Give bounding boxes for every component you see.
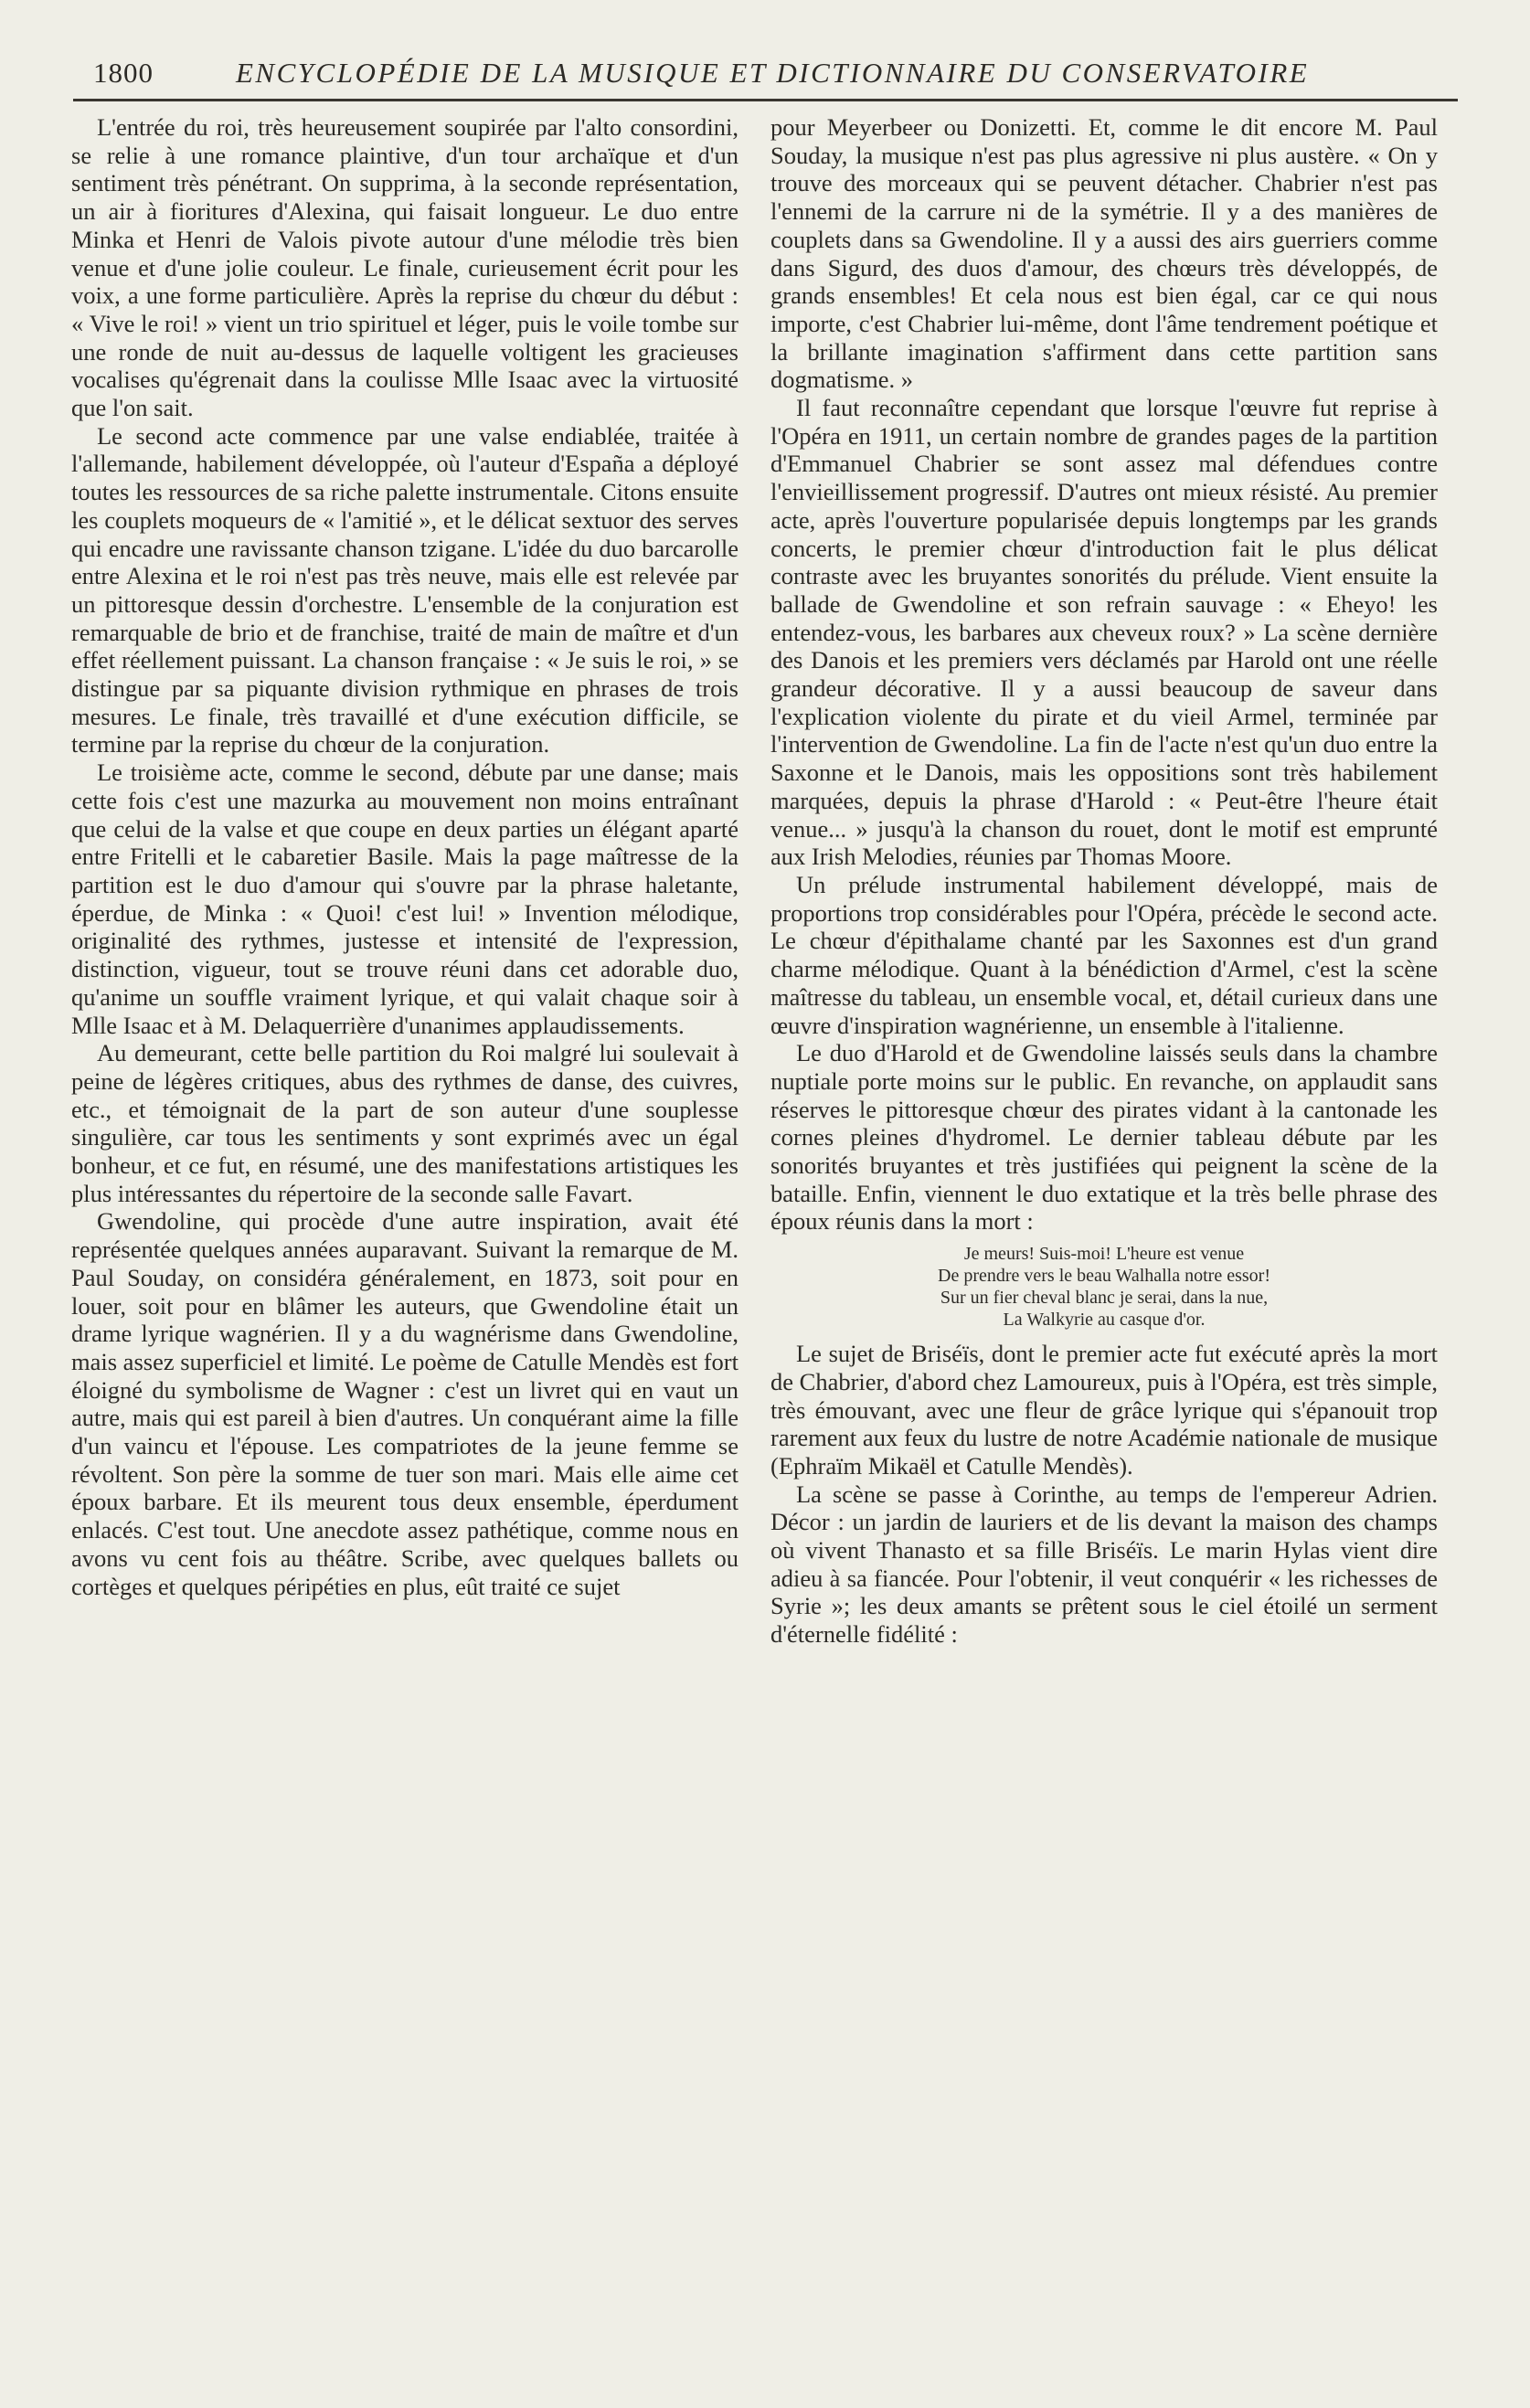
paragraph: La scène se passe à Corinthe, au temps de l'empereur Adrien. Décor : un jardin de lauriers et de lis devant la maison des champs où vivent Thanasto et sa fille Briséïs. Le marin Hylas vient dire adieu à sa fiancée. Pour l'obtenir, il veut conquérir « les richesses de Syrie »; les deux amants se prêtent sous le ciel étoilé un serment d'éternelle fidélité : (770, 1480, 1438, 1649)
verse-line: Sur un fier cheval blanc je serai, dans la nue, (940, 1288, 1269, 1309)
header-rule (73, 99, 1458, 101)
left-column (71, 113, 738, 1600)
verse-quote (770, 1243, 1438, 1331)
paragraph: Un prélude instrumental habilement développé, mais de proportions trop considérables pour l'Opéra, précède le second acte. Le chœur d'épithalame chanté par les Saxonnes est d'un grand charme mélodique. Quant à la bénédiction d'Armel, c'est la scène maîtresse du tableau, un ensemble vocal, et, détail curieux dans une œuvre d'inspiration wagnérienne, un ensemble à l'italienne. (770, 870, 1438, 1039)
continued-paragraph: pour Meyerbeer ou Donizetti. Et, comme le dit encore M. Paul Souday, la musique n'est pas plus agressive ni plus austère. « On y trouve des morceaux qui se peuvent détacher. Chabrier n'est pas l'ennemi de la carrure ni de la symétrie. Il y a des manières de couplets dans sa Gwendoline. Il y a aussi des airs guerriers comme dans Sigurd, des duos d'amour, des chœurs très développés, de grands ensembles! Et cela nous est bien égal, car ce qui nous importe, c'est Chabrier lui-même, dont l'âme tendrement poétique et la brillante imagination s'affirment dans cette partition sans dogmatisme. » (770, 113, 1438, 394)
paragraph: Gwendoline, qui procède d'une autre inspiration, avait été représentée quelques années auparavant. Suivant la remarque de M. Paul Souday, on considéra généralement, en 1873, soit pour en louer, soit pour en blâmer les auteurs, que Gwendoline était un drame lyrique wagnérien. Il y a du wagnérisme dans Gwendoline, mais assez superficiel et limité. Le poème de Catulle Mendès est fort éloigné du symbolisme de Wagner : c'est un livret qui en vaut un autre, mais qui est pareil à bien d'autres. Un conquérant aime la fille d'un vaincu et l'épouse. Les compatriotes de la jeune femme se révoltent. Son père la somme de tuer son mari. Mais elle aime cet époux barbare. Et ils meurent tous deux ensemble, éperdument enlacés. C'est tout. Une anecdote assez pathétique, comme nous en avons vu cent fois au théâtre. Scribe, avec quelques ballets ou cortèges et quelques péripéties en plus, eût traité ce sujet (71, 1207, 738, 1600)
paragraph: Le duo d'Harold et de Gwendoline laissés seuls dans la chambre nuptiale porte moins sur le public. En revanche, on applaudit sans réserves le pittoresque chœur des pirates vidant à la cantonade les cornes pleines d'hydromel. Le dernier tableau débute par les sonorités bruyantes et très justifiées qui peignent la scène de la bataille. Enfin, viennent le duo extatique et la très belle phrase des époux réunis dans la mort : (770, 1039, 1438, 1236)
paragraph: Au demeurant, cette belle partition du Roi malgré lui soulevait à peine de légères critiques, abus des rythmes de danse, des cuivres, etc., et témoignait de la part de son auteur d'une souplesse singulière, car tous les sentiments y sont exprimés avec un égal bonheur, et ce fut, en résumé, une des manifestations artistiques les plus intéressantes du répertoire de la seconde salle Favart. (71, 1039, 738, 1207)
page-number: 1800 (93, 57, 154, 89)
running-title: ENCYCLOPÉDIE DE LA MUSIQUE ET DICTIONNAIRE DU CONSERVATOIRE (236, 57, 1310, 89)
paragraph: L'entrée du roi, très heureusement soupirée par l'alto consordini, se relie à une romance plaintive, d'un tour archaïque et d'un sentiment très pénétrant. On supprima, à la seconde représentation, un air à fioritures d'Alexina, qui faisait longueur. Le duo entre Minka et Henri de Valois pivote autour d'une mélodie très bien venue et d'une jolie couleur. Le finale, curieusement écrit pour les voix, a une forme particulière. Après la reprise du chœur du début : « Vive le roi! » vient un trio spirituel et léger, puis le voile tombe sur une ronde de nuit au-dessus de laquelle voltigent les gracieuses vocalises qu'égrenait dans la coulisse Mlle Isaac avec la virtuosité que l'on sait. (71, 113, 738, 422)
paragraph: Le troisième acte, comme le second, débute par une danse; mais cette fois c'est une mazurka au mouvement non moins entraînant que celui de la valse et que coupe en deux parties un élégant aparté entre Fritelli et le cabaretier Basile. Mais la page maîtresse de la partition est le duo d'amour qui s'ouvre par la phrase haletante, éperdue, de Minka : « Quoi! c'est lui! » Invention mélodique, originalité des rythmes, justesse et intensité de l'expression, distinction, vigueur, tout se trouve réuni dans cet adorable duo, qu'anime un souffle vraiment lyrique, et qui valait chaque soir à Mlle Isaac et à M. Delaquerrière d'unanimes applaudissements. (71, 758, 738, 1039)
verse-line: Je meurs! Suis-moi! L'heure est venue (963, 1244, 1245, 1265)
paragraph: Le second acte commence par une valse endiablée, traitée à l'allemande, habilement développée, où l'auteur d'España a déployé toutes les ressources de sa riche palette instrumentale. Citons ensuite les couplets moqueurs de « l'amitié », et le délicat sextuor des serves qui encadre une ravissante chanson tzigane. L'idée du duo barcarolle entre Alexina et le roi n'est pas très neuve, mais elle est relevée par un pittoresque dessin d'orchestre. L'ensemble de la conjuration est remarquable de brio et de franchise, traité de main de maître et d'un effet réellement puissant. La chanson française : « Je suis le roi, » se distingue par sa piquante division rythmique en phrases de trois mesures. Le finale, très travaillé et d'une exécution difficile, se termine par la reprise du chœur de la conjuration. (71, 421, 738, 758)
verse-line: De prendre vers le beau Walhalla notre essor! (938, 1266, 1270, 1287)
page-header (0, 57, 1530, 97)
paragraph: Le sujet de Briséïs, dont le premier acte fut exécuté après la mort de Chabrier, d'abord chez Lamoureux, puis à l'Opéra, est très simple, très émouvant, avec une fleur de grâce lyrique qui s'épanouit trop rarement aux feux du lustre de notre Académie nationale de musique (Ephraïm Mikaël et Catulle Mendès). (770, 1340, 1438, 1480)
right-column (770, 113, 1438, 1649)
paragraph: Il faut reconnaître cependant que lorsque l'œuvre fut reprise à l'Opéra en 1911, un certain nombre de grandes pages de la partition d'Emmanuel Chabrier se sont assez mal défendues contre l'envieillissement progressif. D'autres ont mieux résisté. Au premier acte, après l'ouverture popularisée depuis longtemps par les grands concerts, le premier chœur d'introduction fait le plus délicat contraste avec les bruyantes sonorités du prélude. Vient ensuite la ballade de Gwendoline et son refrain sauvage : « Eheyo! les entendez-vous, les barbares aux cheveux roux? » La scène dernière des Danois et les premiers vers déclamés par Harold ont une réelle grandeur décorative. Il y a aussi beaucoup de saveur dans l'explication violente du pirate et du vieil Armel, terminée par l'intervention de Gwendoline. La fin de l'acte n'est qu'un duo entre la Saxonne et le Danois, mais les oppositions sont très habilement marquées, depuis la phrase d'Harold : « Peut-être l'heure était venue... » jusqu'à la chanson du rouet, dont le motif est emprunté aux Irish Melodies, réunies par Thomas Moore. (770, 394, 1438, 871)
verse-line: La Walkyrie au casque d'or. (1003, 1310, 1206, 1331)
